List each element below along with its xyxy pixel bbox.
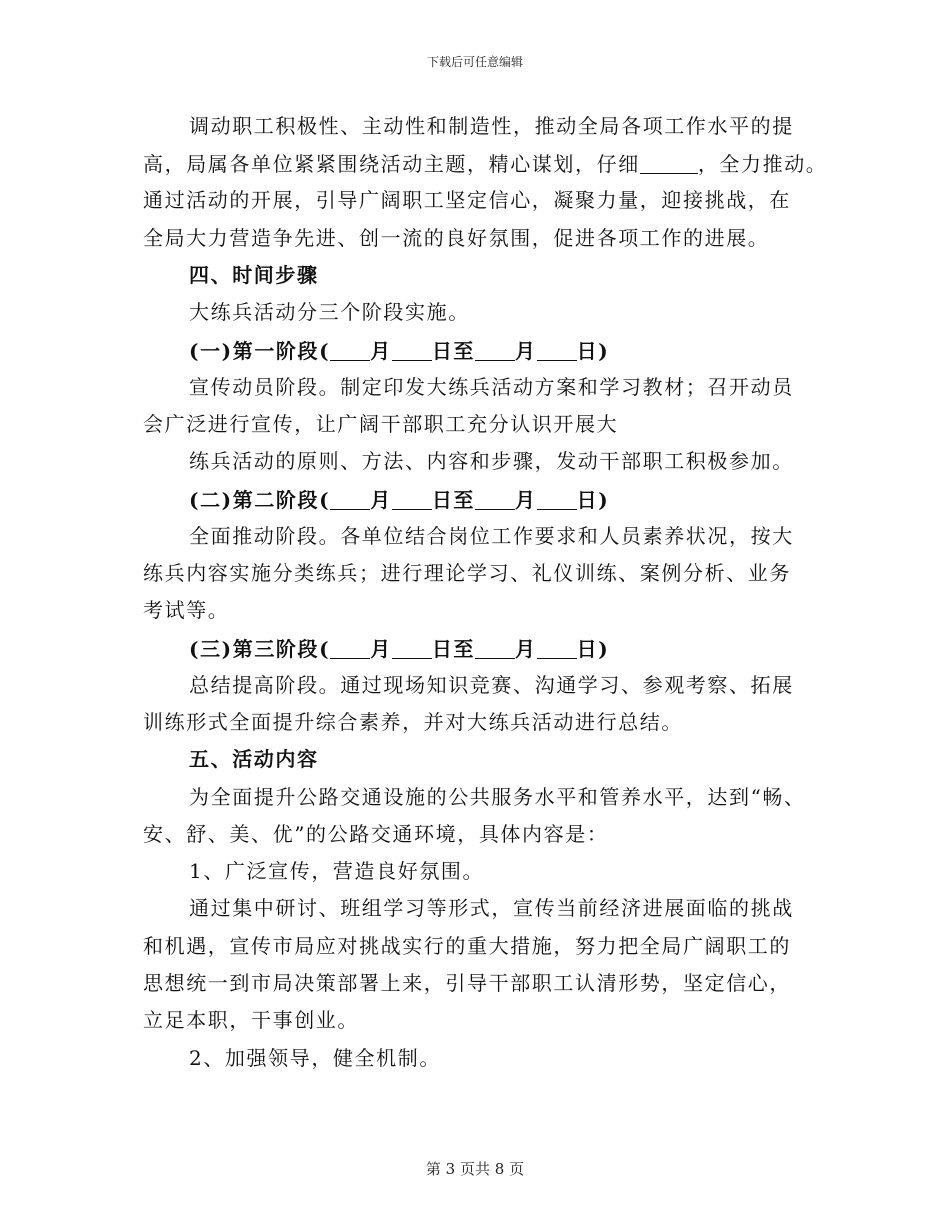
body-line: 安、舒、美、优”的公路交通环境，具体内容是： — [143, 822, 609, 846]
stage-heading — [189, 489, 869, 510]
month-label: 月 — [370, 637, 392, 661]
blank-underline — [640, 153, 698, 174]
blank-underline — [330, 638, 370, 659]
blank-underline — [475, 340, 515, 361]
day-close-label: 日) — [576, 339, 610, 363]
day-close-label: 日) — [576, 488, 610, 512]
body-line: 大练兵活动分三个阶段实施。 — [189, 300, 470, 324]
body-line: 训练形式全面提升综合素养，并对大练兵活动进行总结。 — [143, 710, 683, 734]
body-line: 为全面提升公路交通设施的公共服务水平和管养水平，达到“畅、 — [189, 785, 806, 809]
list-item-heading: 2、加强领导，健全机制。 — [189, 1046, 441, 1070]
month-label: 月 — [515, 339, 537, 363]
blank-underline — [330, 489, 370, 510]
section-heading: 五、活动内容 — [189, 747, 319, 771]
body-line: 练兵内容实施分类练兵；进行理论学习、礼仪训练、案例分析、业务 — [143, 561, 791, 585]
body-line: 全局大力营造争先进、创一流的良好氛围，促进各项工作的进展。 — [143, 226, 770, 250]
stage-label: (一)第一阶段( — [189, 339, 331, 363]
blank-underline — [392, 638, 432, 659]
blank-underline — [392, 489, 432, 510]
stage-label: (三)第三阶段( — [189, 637, 331, 661]
section-heading: 四、时间步骤 — [189, 263, 319, 287]
body-line: 思想统一到市局决策部署上来，引导干部职工认清形势，坚定信心， — [143, 971, 791, 995]
month-label: 月 — [370, 488, 392, 512]
blank-underline — [537, 489, 577, 510]
body-line: 考试等。 — [143, 598, 230, 622]
body-line: 通过集中研讨、班组学习等形式，宣传当前经济进展面临的挑战 — [189, 896, 794, 920]
day-to-label: 日至 — [431, 339, 476, 363]
body-line: 通过活动的开展，引导广阔职工坚定信心，凝聚力量，迎接挑战，在 — [143, 188, 791, 212]
stage-label: (二)第二阶段( — [189, 488, 331, 512]
body-line: 立足本职，干事创业。 — [143, 1008, 359, 1032]
blank-underline — [475, 489, 515, 510]
day-to-label: 日至 — [431, 637, 476, 661]
month-label: 月 — [515, 637, 537, 661]
page-footer: 第 3 页共 8 页 — [425, 1160, 525, 1178]
stage-heading — [189, 638, 869, 659]
day-close-label: 日) — [576, 637, 610, 661]
month-label: 月 — [515, 488, 537, 512]
blank-underline — [537, 340, 577, 361]
body-line: 调动职工积极性、主动性和制造性，推动全局各项工作水平的提 — [189, 114, 794, 138]
blank-underline — [537, 638, 577, 659]
day-to-label: 日至 — [431, 488, 476, 512]
body-line: 宣传动员阶段。制定印发大练兵活动方案和学习教材；召开动员 — [189, 375, 794, 399]
body-line: 会广泛进行宣传，让广阔干部职工充分认识开展大 — [143, 412, 619, 436]
blank-underline — [475, 638, 515, 659]
body-line: 全面推动阶段。各单位结合岗位工作要求和人员素养状况，按大 — [189, 524, 794, 548]
body-line — [143, 152, 828, 176]
body-text: 高，局属各单位紧紧围绕活动主题，精心谋划，仔细 — [143, 152, 640, 176]
body-line: 总结提高阶段。通过现场知识竞赛、沟通学习、参观考察、拓展 — [189, 673, 794, 697]
body-line: 练兵活动的原则、方法、内容和步骤，发动干部职工积极参加。 — [189, 449, 794, 473]
page-header: 下载后可任意编辑 — [426, 55, 523, 69]
month-label: 月 — [370, 339, 392, 363]
list-item-heading: 1、广泛宣传，营造良好氛围。 — [189, 859, 485, 883]
blank-underline — [330, 340, 370, 361]
body-line: 和机遇，宣传市局应对挑战实行的重大措施，努力把全局广阔职工的 — [143, 934, 791, 958]
body-text: ，全力推动。 — [697, 152, 828, 176]
stage-heading — [189, 340, 869, 361]
blank-underline — [392, 340, 432, 361]
